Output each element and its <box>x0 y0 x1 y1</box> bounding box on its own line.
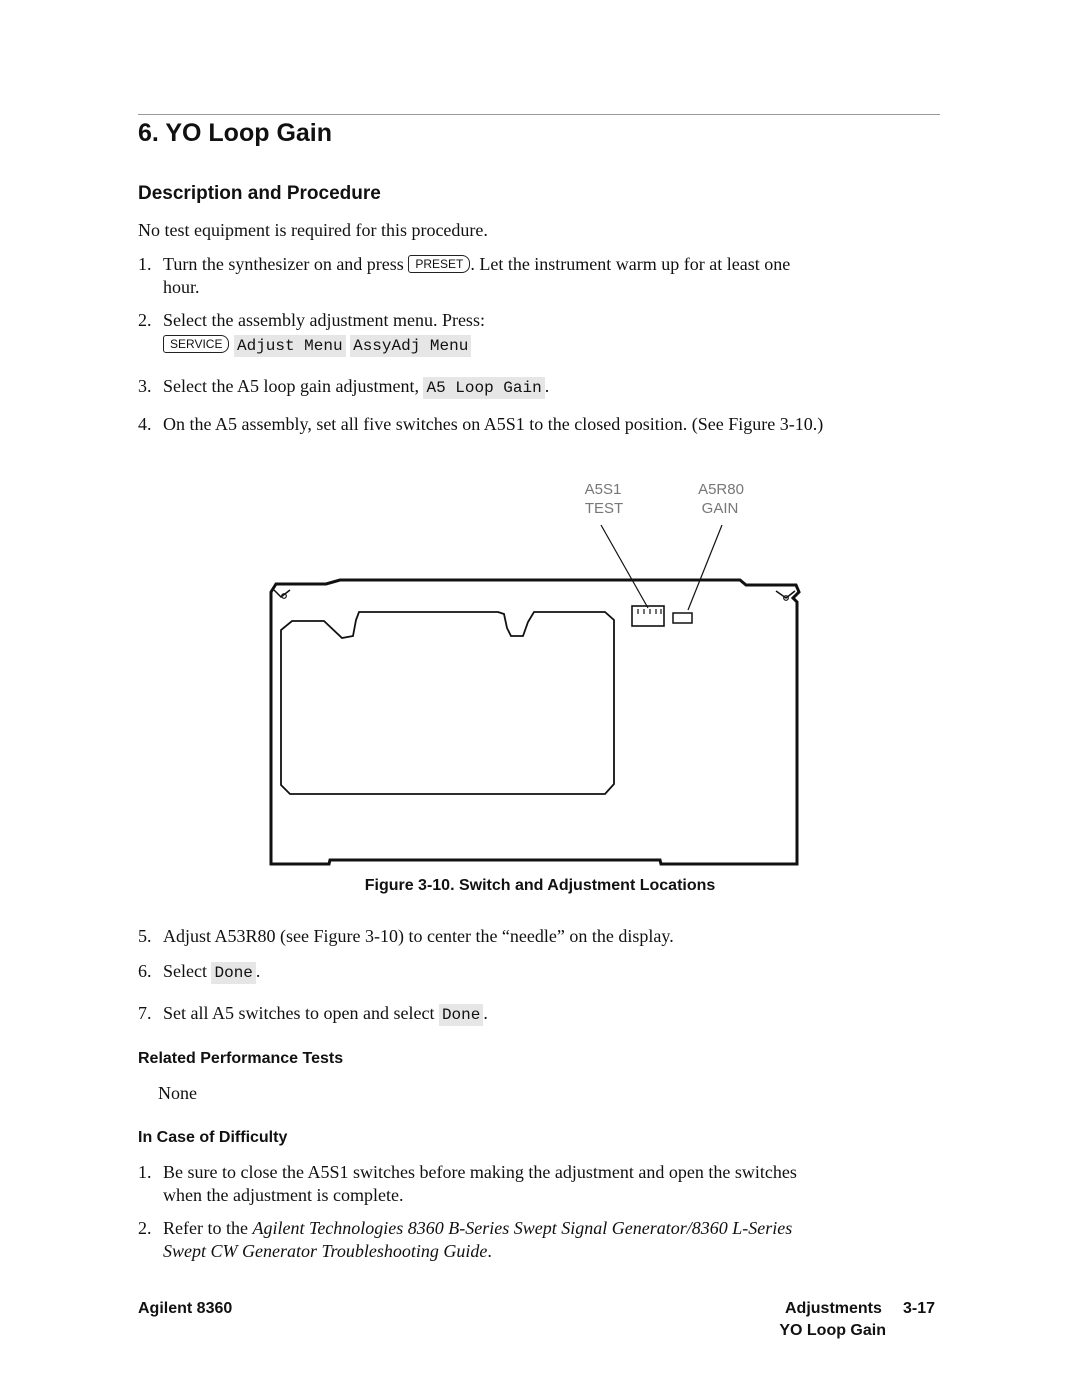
related-tests-value: None <box>158 1083 197 1103</box>
step-text: Select <box>163 961 212 981</box>
intro-text: No test equipment is required for this procedure. <box>138 220 488 240</box>
step-number: 7. <box>138 1003 152 1023</box>
step-text: . <box>483 1003 488 1023</box>
done-softkey[interactable]: Done <box>439 1004 483 1026</box>
step-number: 3. <box>138 376 152 396</box>
step-2-keys <box>163 334 471 355</box>
step-7 <box>163 1003 488 1024</box>
assyadj-menu-softkey[interactable]: AssyAdj Menu <box>350 335 471 357</box>
step-6 <box>163 961 260 982</box>
header-rule <box>138 114 940 115</box>
step-text: . <box>544 376 550 396</box>
footer-section: Adjustments <box>785 1300 882 1317</box>
step-number: 6. <box>138 961 152 981</box>
difficulty-text: Refer to the <box>163 1218 253 1238</box>
board-figure <box>0 470 1080 870</box>
board-cutout <box>281 612 614 794</box>
step-text: Select the assembly adjustment menu. Press: <box>163 310 485 330</box>
footer-product: Agilent 8360 <box>138 1300 233 1317</box>
step-text: Turn the synthesizer on and press <box>163 254 409 274</box>
a5r80-leader-line <box>688 525 722 610</box>
step-text: hour. <box>163 277 200 297</box>
step-number: 2. <box>138 310 152 330</box>
difficulty-number: 2. <box>138 1218 152 1238</box>
done-softkey[interactable]: Done <box>211 962 255 984</box>
footer-page-number: 3-17 <box>903 1300 936 1317</box>
service-key[interactable]: SERVICE <box>163 335 229 353</box>
related-tests-heading: Related Performance Tests <box>138 1050 344 1067</box>
step-text: Adjust A53R80 (see Figure 3-10) to center the “needle” on the display. <box>163 926 674 946</box>
figure-caption: Figure 3-10. Switch and Adjustment Locations <box>364 877 716 894</box>
label-a5s1: A5S1 <box>584 481 622 498</box>
label-gain: GAIN <box>701 500 739 517</box>
difficulty-text: . <box>487 1241 492 1261</box>
step-1 <box>163 254 790 275</box>
step-text: Set all A5 switches to open and select <box>163 1003 439 1023</box>
difficulty-text: when the adjustment is complete. <box>163 1185 404 1205</box>
a5-loop-gain-softkey[interactable]: A5 Loop Gain <box>423 377 544 399</box>
label-test: TEST <box>584 500 624 517</box>
section-heading: Description and Procedure <box>138 183 381 204</box>
step-text: On the A5 assembly, set all five switches on A5S1 to the closed position. (See Figure 3-10.) <box>163 414 824 434</box>
a5r80-potentiometer <box>673 613 692 623</box>
step-text: Select the A5 loop gain adjustment, <box>163 376 424 396</box>
label-a5r80: A5R80 <box>698 481 744 498</box>
board-outline <box>271 580 799 864</box>
difficulty-number: 1. <box>138 1162 152 1182</box>
difficulty-heading: In Case of Difficulty <box>138 1129 288 1146</box>
page-title: 6. YO Loop Gain <box>138 119 333 147</box>
guide-title: Agilent Technologies 8360 B-Series Swept Signal Generator/8360 L-Series <box>252 1218 793 1238</box>
preset-key[interactable]: PRESET <box>408 255 470 273</box>
step-number: 5. <box>138 926 152 946</box>
step-text: . Let the instrument warm up for at least one <box>470 254 791 274</box>
step-text: . <box>255 961 261 981</box>
difficulty-2-cont <box>163 1241 492 1262</box>
a5s1-switch <box>632 606 664 626</box>
adjust-menu-softkey[interactable]: Adjust Menu <box>234 335 346 357</box>
a5s1-leader-line <box>601 525 648 608</box>
step-number: 4. <box>138 414 152 434</box>
guide-title: Swept CW Generator Troubleshooting Guide <box>163 1241 488 1261</box>
footer-subsection: YO Loop Gain <box>779 1322 886 1339</box>
difficulty-2 <box>163 1218 792 1239</box>
step-number: 1. <box>138 254 152 274</box>
step-3 <box>163 376 549 397</box>
difficulty-text: Be sure to close the A5S1 switches before making the adjustment and open the switches <box>163 1162 797 1182</box>
